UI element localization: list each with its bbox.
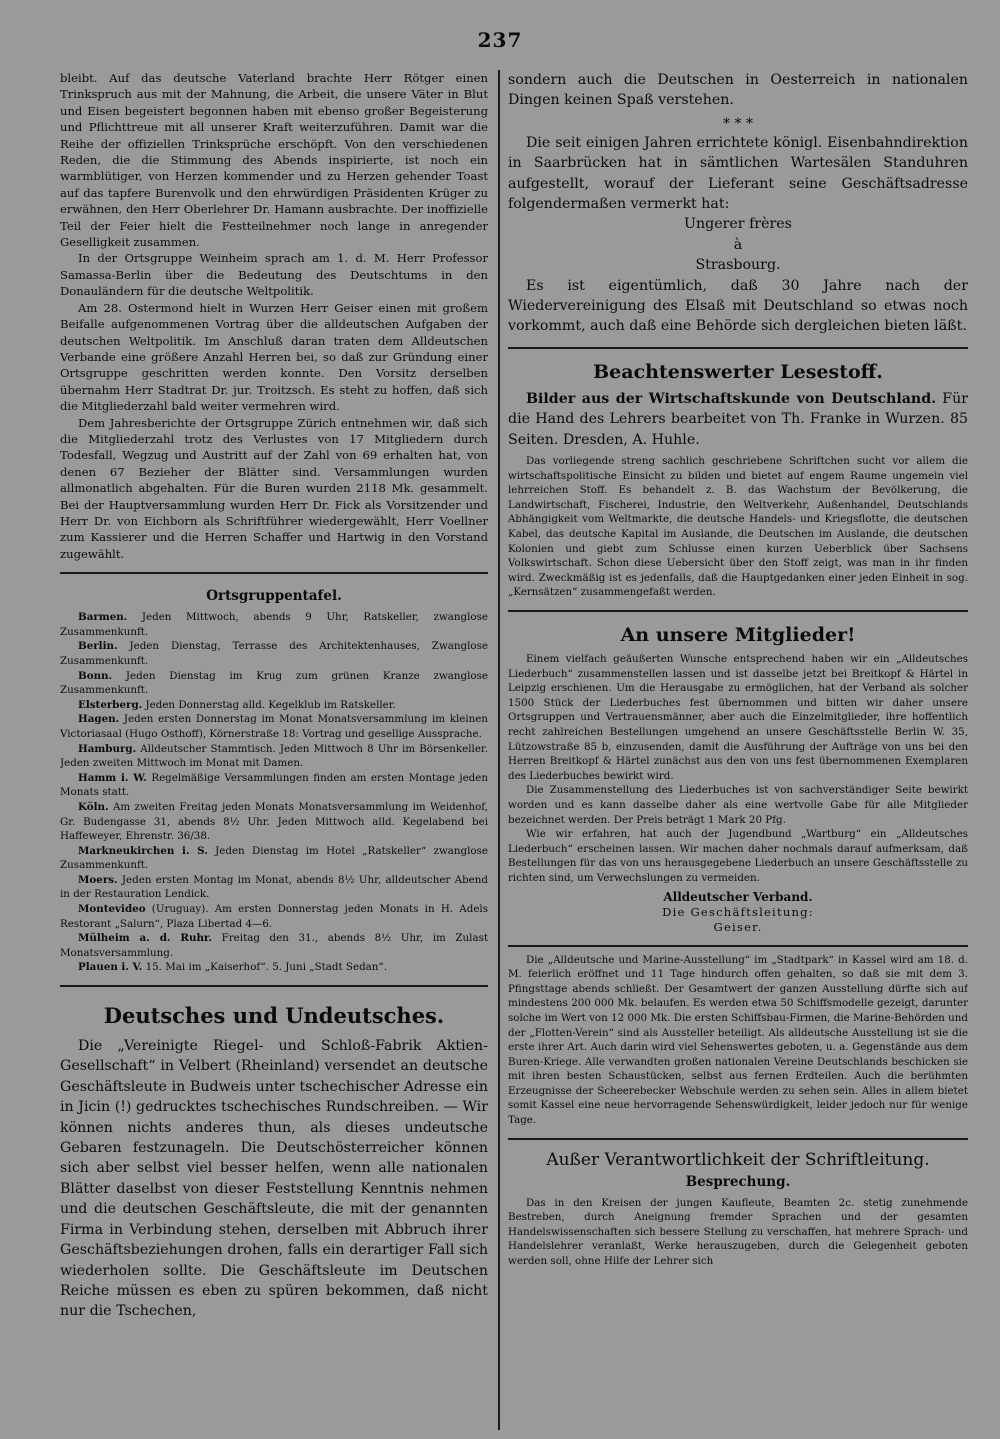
deutsches-heading: Deutsches und Undeutsches.	[103, 1003, 445, 1029]
entry-text: Jeden Donnerstag alld. Kegelklub im Ratskeller.	[142, 698, 396, 711]
section-rule	[60, 572, 488, 574]
ausser-heading: Außer Verantwortlichkeit der Schriftleitung.	[546, 1149, 930, 1170]
continuation-paragraph: sondern auch die Deutschen in Oesterreich in nationalen Dingen keinen Spaß verstehen.	[508, 72, 968, 109]
entry-text: Jeden ersten Montag im Monat, abends 8½ Uhr, alldeutscher Abend in der Restauration Lendick.	[60, 873, 488, 901]
address-line: Ungerer frères	[684, 216, 792, 233]
entry-text: Jeden Dienstag im Krug zum grünen Kranze zwanglose Zusammenkunft.	[60, 669, 488, 697]
section-rule	[508, 610, 968, 612]
entry-text: Freitag den 31., abends 8½ Uhr, im Zulast Monatsversammlung.	[60, 932, 488, 959]
list-item	[60, 844, 488, 873]
entry-text: Jeden ersten Donnerstag im Monat Monatsversammlung im kleinen Victoriasaal (Hugo Osthoff), Körnerstraße 18: Vortrag und gesellige Aussprache.	[60, 713, 488, 740]
place-name: Plauen i. V.	[78, 961, 143, 974]
place-name: Elsterberg.	[78, 698, 143, 711]
list-item	[60, 960, 488, 975]
besprechung-paragraph: Das in den Kreisen der jungen Kaufleute, Beamten 2c. stetig zunehmende Bestreben, durch Aneignung fremder Sprachen und der gesamten Handelswissenschaften sich bessere Stellung zu verschaffen, hat mehrere Sprach- und Handelslehrer veranlaßt, Werke herauszugeben, durch die Gelegenheit geboten werden soll, ohne Hilfe der Lehrer sich	[508, 1196, 968, 1268]
place-name: Bonn.	[78, 669, 113, 682]
section-rule	[508, 1138, 968, 1140]
eisenbahn-paragraph-2: Es ist eigentümlich, daß 30 Jahre nach der Wiedervereinigung des Elsaß mit Deutschland so etwas noch vorkommt, auch daß eine Behörde sich dergleichen bieten läßt.	[508, 277, 968, 335]
mitglieder-heading: An unsere Mitglieder!	[620, 624, 856, 647]
signature-office: Die Geschäftsleitung:	[662, 904, 814, 919]
column-divider	[498, 70, 500, 1430]
report-paragraph: In der Ortsgruppe Weinheim sprach am 1. d. M. Herr Professor Samassa-Berlin über die Bedeutung des Deutschtums in den Donauländern für die deutsche Weltpolitik.	[60, 251, 488, 299]
book-title: Bilder aus der Wirtschaftskunde von Deutschland.	[526, 390, 937, 407]
section-rule	[508, 347, 968, 349]
ortsgruppen-list	[60, 610, 488, 975]
entry-text: Regelmäßige Versammlungen finden am ersten Montage jeden Monats statt.	[60, 771, 488, 799]
entry-text: Jeden Dienstag, Terrasse des Architektenhauses, Zwanglose Zusammenkunft.	[60, 640, 488, 667]
list-item	[60, 873, 488, 902]
ausstellung-paragraph: Die „Alldeutsche und Marine-Ausstellung“ im „Stadtpark“ in Kassel wird am 18. d. M. feierlich eröffnet und 11 Tage hindurch offen gehalten, so daß sie mit dem 3. Pfingsttage abends schließt. Der Gesamtwert der ganzen Ausstellung dürfte sich auf mindestens 200 000 Mk. belaufen. Es werden etwa 50 Schiffsmodelle gezeigt, darunter solche im Wert von 12 000 Mk. Die ersten Schiffsbau-Firmen, die Marine-Behörden und der „Flotten-Verein“ sind als Aussteller beteiligt. Als alldeutsche Ausstellung ist sie die erste ihrer Art. Auch darin wird viel Sehenswertes geboten, u. a. Gegenstände aus dem Buren-Kriege. Alle verwandten großen nationalen Vereine Deutschlands beschicken sie mit ihren besten Schaustücken, selbst aus fernen Erdteilen. Auch die berühmten Erzeugnisse der Scheerebecker Webschule werden zu sehen sein. Alles in allem bietet somit Kassel eine neue hervorragende Sehenswürdigkeit, leider jedoch nur für wenige Tage.	[508, 953, 968, 1127]
lesestoff-citation	[508, 389, 968, 450]
list-item	[60, 712, 488, 741]
place-name: Berlin.	[78, 640, 118, 653]
entry-text: Jeden Dienstag im Hotel „Ratskeller“ zwanglose Zusammenkunft.	[60, 844, 488, 872]
list-item	[60, 771, 488, 800]
place-name: Barmen.	[78, 611, 128, 624]
place-name: Hagen.	[78, 713, 120, 726]
entry-text: (Uruguay). Am ersten Donnerstag jeden Monats in H. Adels Restorant „Salurn“, Plaza Libertad 4—6.	[60, 903, 488, 930]
place-name: Köln.	[78, 800, 109, 813]
address-line: à	[733, 236, 743, 253]
signature-organization: Alldeutscher Verband.	[663, 889, 813, 904]
report-paragraph: Am 28. Ostermond hielt in Wurzen Herr Geiser einen mit großem Beifalle aufgenommenen Vortrag über die alldeutschen Aufgaben der deutschen Weltpolitik. Im Anschluß daran traten dem Alldeutschen Verbande eine größere Anzahl Herren bei, so daß zur Gründung einer Ortsgruppe geschritten werden konnte. Den Vorsitz derselben übernahm Herr Stadtrat Dr. jur. Troitzsch. Es steht zu hoffen, daß sich die Mitgliederzahl bald weiter vermehren wird.	[60, 300, 488, 414]
list-item	[60, 902, 488, 931]
left-column	[60, 70, 488, 1431]
lesestoff-review: Das vorliegende streng sachlich geschriebene Schriftchen sucht vor allem die wirtschaftspolitische Einsicht zu bilden und bietet auf engem Raume ungemein viel lehrreichen Stoff. Es behandelt z. B. das Wachstum der Bevölkerung, die Landwirtschaft, Fischerei, Industrie, den Weltverkehr, Außenhandel, Deutschlands Abhängigkeit vom Weltmarkte, die deutsche Handels- und Kriegsflotte, die deutschen Kabel, das deutsche Kapital im Auslande, die Deutschen im Auslande, die deutschen Kolonien und giebt zum Schlusse einen kurzen Ueberblick über Sachsens Volkswirtschaft. Schon diese Uebersicht über den Stoff zeigt, was man in ihr finden wird. Zweckmäßig ist es jedenfalls, daß die Hauptgedanken einer jeden Einheit in sog. „Kernsätzen“ zusammengefaßt werden.	[508, 455, 968, 599]
place-name: Moers.	[78, 873, 118, 886]
mitglieder-paragraph: Einem vielfach geäußerten Wunsche entsprechend haben wir ein „Alldeutsches Liederbuch“ zusammenstellen lassen und ist dasselbe jetzt bei Breitkopf & Härtel in Leipzig erschienen. Um die Herausgabe zu ermöglichen, hat der Verband als solcher 1500 Stück der Liederbuches fest übernommen und bitten wir daher unsere Ortsgruppen und Vertrauensmänner, aber auch die Einzelmitglieder, ihre hoffentlich recht zahlreichen Bestellungen umgehend an unsere Geschäftsstelle Berlin W. 35, Lützowstraße 85 b, einzusenden, damit die Ausführung der Aufträge von uns bei den Herren Breitkopf & Härtel zunächst aus den von uns fest übernommenen Exemplaren des Liederbuches bewirkt wird.	[508, 653, 968, 782]
entry-text: 15. Mai im „Kaiserhof“. 5. Juni „Stadt Sedan“.	[142, 961, 387, 974]
list-item	[60, 800, 488, 844]
besprechung-heading: Besprechung.	[685, 1173, 791, 1190]
book-details: Für die Hand des Lehrers bearbeitet von Th. Franke in Wurzen. 85 Seiten. Dresden, A. Huhle.	[508, 390, 968, 448]
report-paragraph: bleibt. Auf das deutsche Vaterland brachte Herr Rötger einen Trinkspruch aus mit der Mahnung, die Arbeit, die unsere Väter in Blut und Eisen begeistert begonnen haben mit ebenso großer Begeisterung und Pflichttreue mit all unserer Kraft weiterzuführen. Damit war die Reihe der offiziellen Trinksprüche erschöpft. Von den verschiedenen Reden, die die Stimmung des Abends inspirierte, ist noch ein warmblütiger, von Herzen kommender und zu Herzen gehender Toast auf das tapfere Burenvolk und den ehrwürdigen Präsidenten Krüger zu erwähnen, den Herr Oberlehrer Dr. Hamann ausbrachte. Der inoffizielle Teil der Feier hielt die Festteilnehmer noch lange in anregender Geselligkeit zusammen.	[60, 71, 488, 250]
entry-text: Jeden Mittwoch, abends 9 Uhr, Ratskeller, zwanglose Zusammenkunft.	[60, 611, 488, 638]
eisenbahn-paragraph: Die seit einigen Jahren errichtete königl. Eisenbahndirektion in Saarbrücken hat in sämtlichen Wartesälen Standuhren aufgestellt, worauf der Lieferant seine Geschäftsadresse folgendermaßen vermerkt hat:	[508, 134, 968, 213]
place-name: Markneukirchen i. S.	[78, 844, 208, 857]
section-rule	[508, 945, 968, 947]
address-line: Strasbourg.	[695, 257, 781, 274]
mitglieder-paragraph: Die Zusammenstellung des Liederbuches ist von sachverständiger Seite bewirkt worden und es kann dasselbe daher als eine wertvolle Gabe für alle Mitglieder bezeichnet werden. Der Preis beträgt 1 Mark 20 Pfg.	[508, 784, 968, 826]
separator-stars: * * *	[723, 115, 753, 132]
list-item	[60, 639, 488, 668]
lesestoff-heading: Beachtenswerter Lesestoff.	[593, 360, 883, 383]
tafel-heading: Ortsgruppentafel.	[206, 588, 342, 605]
signature-block	[508, 890, 968, 935]
deutsches-paragraph: Die „Vereinigte Riegel- und Schloß-Fabrik Aktien-Gesellschaft“ in Velbert (Rheinland) versendet an deutsche Geschäftsleute in Budweis unter tschechischer Adresse ein in Jicin (!) gedrucktes tschechisches Rundschreiben. — Wir können nichts anderes thun, als dieses undeutsche Gebaren festzunageln. Die Deutschösterreicher können sich aber selbst viel besser helfen, wenn alle nationalen Blätter daselbst von dieser Feststellung Kenntnis nehmen und die deutschen Geschäftsleute, die mit der genannten Firma in Verbindung stehen, derselben mit Abbruch ihrer Geschäftsbeziehungen drohen, falls ein derartiger Fall sich wiederholen sollte. Die Geschäftsleute im Deutschen Reiche müssen es eben zu spüren bekommen, daß nicht nur die Tschechen,	[60, 1038, 488, 1320]
right-column	[508, 70, 968, 1431]
place-name: Mülheim a. d. Ruhr.	[78, 932, 213, 945]
list-item	[60, 610, 488, 639]
entry-text: Am zweiten Freitag jeden Monats Monatsversammlung im Weidenhof, Gr. Budengasse 31, abends 8½ Uhr. Jeden Mittwoch alld. Kegelabend bei Haffeweyer, Ehrenstr. 36/38.	[60, 800, 488, 843]
list-item	[60, 698, 488, 713]
place-name: Hamburg.	[78, 742, 137, 755]
list-item	[60, 669, 488, 698]
place-name: Hamm i. W.	[78, 771, 147, 784]
entry-text: Alldeutscher Stammtisch. Jeden Mittwoch 8 Uhr im Börsenkeller. Jeden zweiten Mittwoch im Monat mit Damen.	[60, 742, 488, 770]
mitglieder-paragraph: Wie wir erfahren, hat auch der Jugendbund „Wartburg“ ein „Alldeutsches Liederbuch“ erscheinen lassen. Wir machen daher nochmals darauf aufmerksam, daß Bestellungen für das von uns herausgegebene Liederbuch an unsere Geschäftsstelle zu richten sind, um Verwechslungen zu vermeiden.	[508, 828, 968, 884]
page-number: 237	[477, 28, 523, 52]
list-item	[60, 742, 488, 771]
report-paragraph: Dem Jahresberichte der Ortsgruppe Zürich entnehmen wir, daß sich die Mitgliederzahl trotz des Verlustes von 17 Mitgliedern durch Todesfall, Wegzug und Austritt auf der Zahl von 69 erhalten hat, von denen 67 Bezieher der Blätter sind. Versammlungen wurden allmonatlich abgehalten. Für die Buren wurden 2118 Mk. gesammelt. Bei der Hauptversammlung wurden Herr Dr. Fick als Vorsitzender und Herr Dr. von Eichborn als Schriftführer wiedergewählt, Herr Voellner zum Kassierer und die Herren Schaffer und Hartwig in den Vorstand zugewählt.	[60, 415, 488, 561]
list-item	[60, 931, 488, 960]
signature-name: Geiser.	[713, 919, 763, 934]
section-rule	[60, 985, 488, 987]
place-name: Montevideo	[78, 903, 146, 916]
